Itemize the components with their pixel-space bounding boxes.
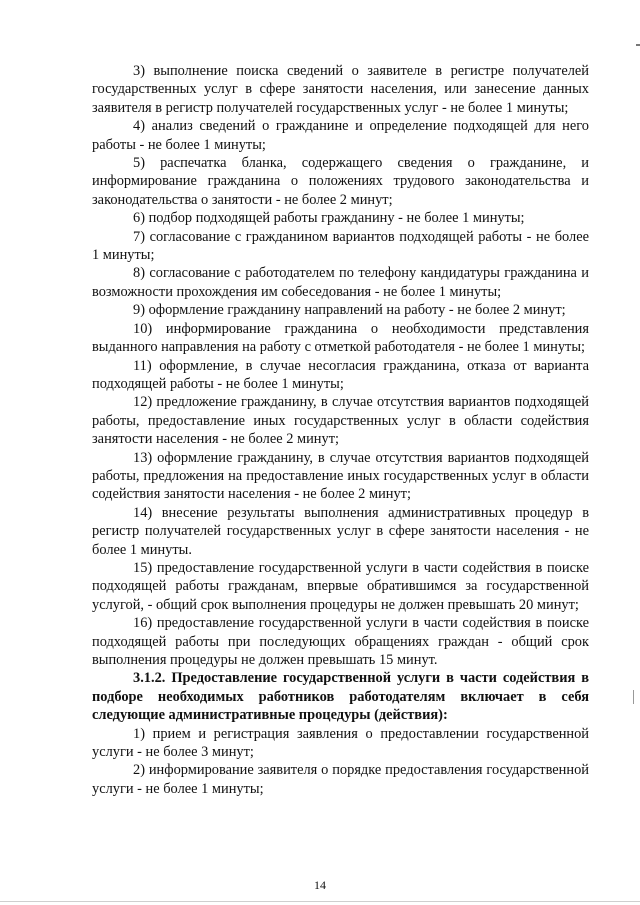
paragraph-item-11: 11) оформление, в случае несогласия гражданина, отказа от варианта подходящей работы - не более 1 минуты; bbox=[92, 357, 589, 392]
page-number: 14 bbox=[314, 878, 326, 892]
paragraph-item-3: 3) выполнение поиска сведений о заявителе в регистре получателей государственных услуг в сфере занятости населения, или занесение данных заявителя в регистр получателей государственных услуг - не более 1 минуты; bbox=[92, 63, 589, 116]
paragraph-item-10: 10) информирование гражданина о необходимости представления выданного направления на работу с отметкой работодателя - не более 1 минуты; bbox=[92, 320, 589, 356]
paragraph-item-12: 12) предложение гражданину, в случае отсутствия вариантов подходящей работы, предоставление иных государственных услуг в области содействия занятости населения - не более 2 минут; bbox=[92, 394, 589, 448]
paragraph-item-15: 15) предоставление государственной услуги в части содействия в поиске подходящей работы гражданам, впервые обратившимся за государственной услугой, - общий срок выполнения процедуры не должен превышать 20 минут; bbox=[92, 559, 589, 613]
paragraph-item-14: 14) внесение результаты выполнения административных процедур в регистр получателей государственных услуг в сфере занятости населения - не более 1 минуты. bbox=[92, 504, 589, 558]
paragraph-item-7: 7) согласование с гражданином вариантов подходящей работы - не более 1 минуты; bbox=[92, 228, 589, 264]
paragraph-item-16: 16) предоставление государственной услуги в части содействия в поиске подходящей работы при последующих обращениях граждан - общий срок выполнения процедуры не должен превышать 15 минут. bbox=[92, 615, 589, 668]
paragraph-item-6: 6) подбор подходящей работы гражданину - не более 1 минуты; bbox=[133, 210, 525, 227]
paragraph-item-8: 8) согласование с работодателем по телефону кандидатуры гражданина и возможности прохождения им собеседования - не более 1 минуты; bbox=[92, 265, 589, 300]
scan-edge-mark bbox=[636, 44, 640, 46]
scan-edge-mark bbox=[633, 690, 634, 704]
paragraph-item-2: 2) информирование заявителя о порядке предоставления государственной услуги - не более 1 минуты; bbox=[92, 762, 589, 797]
paragraph-item-5: 5) распечатка бланка, содержащего сведения о гражданине, и информирование гражданина о положениях трудового законодательства и законодательства о занятости - не более 2 минут; bbox=[92, 155, 589, 208]
section-heading-3-1-2: 3.1.2. Предоставление государственной услуги в части содействия в подборе необходимых работников работодателям включает в себя следующие административные процедуры (действия): bbox=[92, 670, 589, 724]
scan-bottom-edge bbox=[0, 901, 640, 902]
document-body bbox=[92, 62, 589, 798]
paragraph-item-9: 9) оформление гражданину направлений на работу - не более 2 минут; bbox=[133, 302, 566, 319]
paragraph-item-13: 13) оформление гражданину, в случае отсутствия вариантов подходящей работы, предложения на предоставление иных государственных услуг в области содействия занятости населения - не более 2 минут; bbox=[92, 449, 589, 503]
paragraph-item-1: 1) прием и регистрация заявления о предоставлении государственной услуги - не более 3 минут; bbox=[92, 725, 589, 761]
paragraph-item-4: 4) анализ сведений о гражданине и определение подходящей для него работы - не более 1 минуты; bbox=[92, 118, 589, 153]
